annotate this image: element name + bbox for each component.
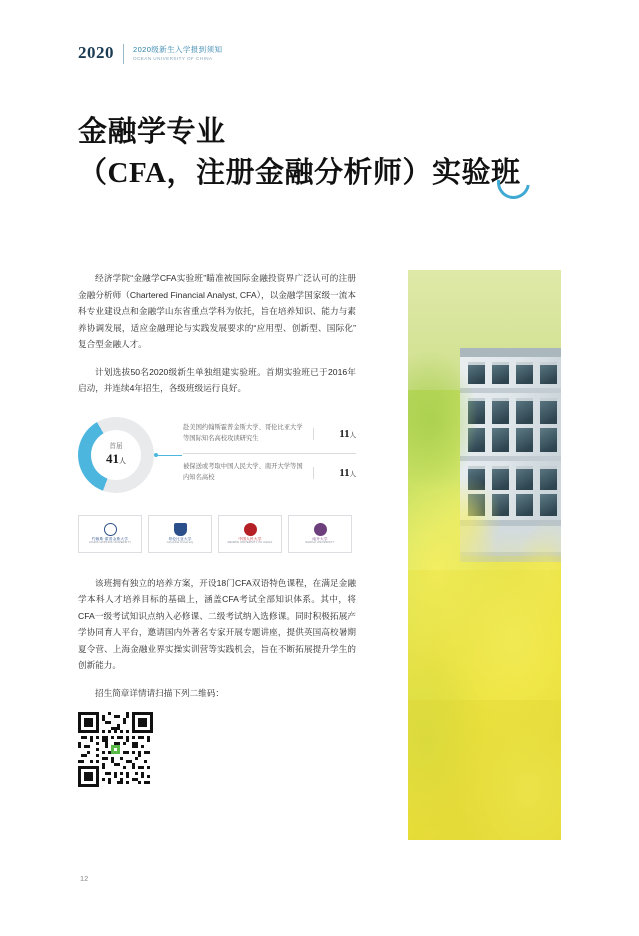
header-divider [123, 44, 124, 64]
page-header [78, 44, 222, 64]
header-year: 2020 [78, 43, 114, 62]
donut-chart [78, 417, 154, 493]
nankai-logo-icon [314, 523, 327, 536]
johns-hopkins-logo-icon [104, 523, 117, 536]
header-title-en: OCEAN UNIVERSITY OF CHINA [133, 55, 213, 61]
logo-card [218, 515, 282, 553]
paragraph-intro: 经济学院“金融学CFA实验班”瞄准被国际金融投资界广泛认可的注册金融分析师（Chartered Financial Analyst, CFA），以金融学国家级一流本科专业建设点和金融学山东省重点学科为依托，旨在培养知识、能力与素养协调发展，适应金融理论与实践发展要求的“应用型、创新型、国际化”复合型金融人才。 [78, 273, 356, 349]
paragraph-curriculum: 该班拥有独立的培养方案，开设18门CFA双语特色课程，在满足金融学本科人才培养目标的基础上，涵盖CFA考试全部知识体系。其中，将CFA一级考试知识点纳入必修课、二级考试纳入选修课。同时积极拓展产学协同育人平台，邀请国内外著名专家开展专题讲座，提供英国高校暑期夏令营、上海金融业界实操实训营等实践机会，旨在不断拓展提升学生的创新能力。 [78, 577, 356, 670]
renmin-logo-icon [244, 523, 257, 536]
qr-code[interactable] [78, 712, 153, 787]
columbia-logo-icon [174, 523, 187, 536]
donut-center-value: 41人 [106, 450, 126, 466]
header-title-group [133, 44, 222, 63]
stat-row [183, 453, 356, 492]
paragraph-qr-prompt: 招生简章详情请扫描下列二维码： [95, 687, 224, 698]
donut-center-label: 首届 [109, 442, 123, 450]
page-number: 12 [80, 874, 89, 883]
logo-card [288, 515, 352, 553]
stat-value: 11人 [313, 467, 356, 479]
campus-building-photo [408, 270, 561, 840]
graduate-destination-chart [78, 415, 356, 499]
stat-value: 11人 [313, 428, 356, 440]
logo-label: 南开大学 NANKAI UNIVERSITY [305, 536, 335, 545]
stat-description: 被保送或考取中国人民大学、南开大学等国内知名高校 [183, 463, 303, 481]
logo-card [78, 515, 142, 553]
university-logo-strip [78, 515, 356, 553]
donut-center [91, 430, 141, 480]
logo-card [148, 515, 212, 553]
content-column [78, 270, 356, 787]
leader-dot [154, 453, 158, 457]
logo-label: 约翰斯·霍普金斯大学 JOHNS HOPKINS UNIVERSITY [88, 536, 132, 545]
page-title-line-2: （CFA，注册金融分析师）实验班 [78, 157, 521, 190]
stat-row [183, 415, 356, 453]
page-title-line-1: 金融学专业 [78, 116, 226, 148]
stat-rows [183, 415, 356, 492]
leader-line [156, 455, 182, 456]
logo-label: 哥伦比亚大学 Columbia University [166, 536, 194, 545]
paragraph-enrollment: 计划选拔50名2020级新生单独组建实验班。首期实验班已于2016年启动，并连续4年招生，各级班级运行良好。 [78, 366, 356, 393]
stat-description: 赴美国约翰斯霍普金斯大学、哥伦比亚大学等国际知名高校攻读研究生 [183, 424, 303, 442]
header-title-cn: 2020级新生入学报到须知 [133, 45, 223, 54]
logo-label: 中国人民大学 RENMIN UNIVERSITY OF CHINA [227, 536, 273, 545]
lower-content [78, 575, 356, 788]
